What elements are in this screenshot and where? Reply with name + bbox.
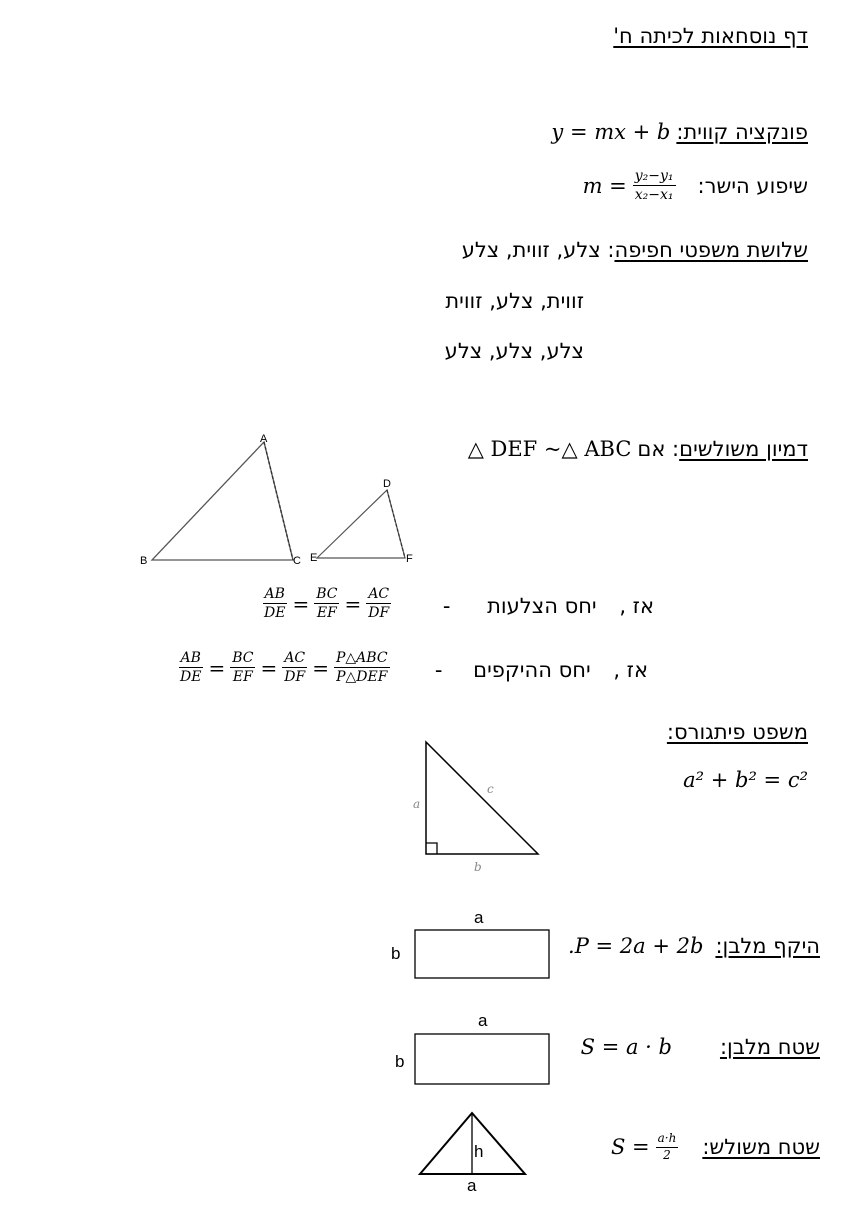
perimeter-dash: - [434,658,443,682]
congruence-colon: : [607,238,615,262]
rect-perimeter-label: היקף מלבן: [715,934,820,958]
triangle-def [317,490,405,558]
rect-perimeter-row [568,934,820,958]
congruence-asa: זווית, צלע, זווית [445,289,584,313]
slope-label: שיפוע הישר: [697,173,808,198]
congruence-label: שלושת משפטי חפיפה [614,238,808,262]
ratio-ab-de: $\frac{AB}{DE}$ [264,586,286,622]
slope-row [583,168,808,203]
tri-area-fraction [656,1132,679,1163]
congruence-row [462,238,808,262]
ratio2-ac-df: $\frac{AC}{DF}$ [284,650,306,686]
linear-formula: y = mx + b [551,120,671,144]
perimeter-ratio-name: יחס ההיקפים [473,658,591,682]
slope-denominator: x₂−x₁ [634,187,674,204]
slope-numerator: y₂−y₁ [633,168,676,186]
rect-area-figure [385,1010,560,1090]
similarity-label: דמיון משולשים [679,437,808,461]
rect-area-formula: S = a · b [580,1035,672,1059]
pythagoras-label: משפט פיתגורס: [666,720,808,744]
rect-perimeter-figure [385,905,560,985]
rect1-side-a: a [474,908,484,927]
sides-ratio-name: יחס הצלעות [487,594,597,618]
perimeter-ratio-text [435,658,648,682]
similar-triangles-figure [130,428,430,573]
pythagoras-side-b: b [474,860,482,874]
perimeter-ratio-equation: $\frac{AB}{DE}$ = $\frac{BC}{EF}$ = $\frac{AC}{DF}$ = $\frac{\text{P△ABC}}{\text{P△DEF}}$ [180,650,388,686]
ratio-bc-ef: $\frac{BC}{EF}$ [316,586,338,622]
vertex-b-label: B [140,555,148,567]
triangle-area-figure [410,1105,540,1197]
congruence-sss: צלע, צלע, צלע [444,339,584,363]
sides-ratio-text [443,594,654,618]
right-angle-marker [426,843,437,854]
sides-then: אז , [619,594,654,618]
tri-area-row [611,1132,820,1163]
right-triangle [426,742,538,854]
rect1-side-b: b [391,944,401,963]
slope-lhs: m = [582,173,627,198]
tri-area-denominator: 2 [663,1147,671,1162]
page-title: דף נוסחאות לכיתה ח' [613,24,808,48]
slope-fraction [633,168,676,203]
sides-dash: - [442,594,451,618]
tri-area-numerator: a·h [656,1132,679,1148]
right-triangle-figure [405,735,550,877]
tri-area-label: שטח משולש: [702,1135,820,1160]
similarity-row [468,437,808,461]
sides-ratio-equation: $\frac{AB}{DE}$ = $\frac{BC}{EF}$ = $\frac{AC}{DF}$ [264,586,390,622]
linear-function-row [551,120,808,144]
congruence-sas: צלע, זווית, צלע [461,238,601,262]
triangle-base-label: a [467,1176,477,1195]
ratio-perimeters: $\frac{\text{P△ABC}}{\text{P△DEF}}$ [335,650,388,686]
perimeter-then: אז , [613,658,648,682]
rectangle-2 [415,1034,549,1084]
vertex-c-label: C [293,555,301,567]
rectangle-1 [415,930,549,978]
tri-area-lhs: S = [610,1135,650,1160]
triangle-height-label: h [474,1142,484,1161]
rect-area-row [581,1035,820,1059]
vertex-a-label: A [260,433,268,445]
pythagoras-formula: a² + b² = c² [683,768,808,792]
rect-area-label: שטח מלבן: [719,1035,820,1059]
vertex-d-label: D [383,478,391,490]
linear-label: פונקציה קווית: [676,120,808,144]
pythagoras-side-a: a [413,797,421,811]
vertex-f-label: F [406,553,413,565]
rect2-side-b: b [395,1052,405,1071]
similarity-if: : אם [637,437,680,461]
pythagoras-side-c: c [487,782,494,796]
rect2-side-a: a [478,1011,488,1030]
triangle-abc [152,442,293,560]
ratio-ac-df: $\frac{AC}{DF}$ [368,586,390,622]
ratio2-ab-de: $\frac{AB}{DE}$ [180,650,202,686]
rect-perimeter-formula: .P = 2a + 2b [568,934,704,958]
vertex-e-label: E [310,552,318,564]
ratio2-bc-ef: $\frac{BC}{EF}$ [232,650,254,686]
similarity-formula: △ DEF ~△ ABC [467,437,632,461]
